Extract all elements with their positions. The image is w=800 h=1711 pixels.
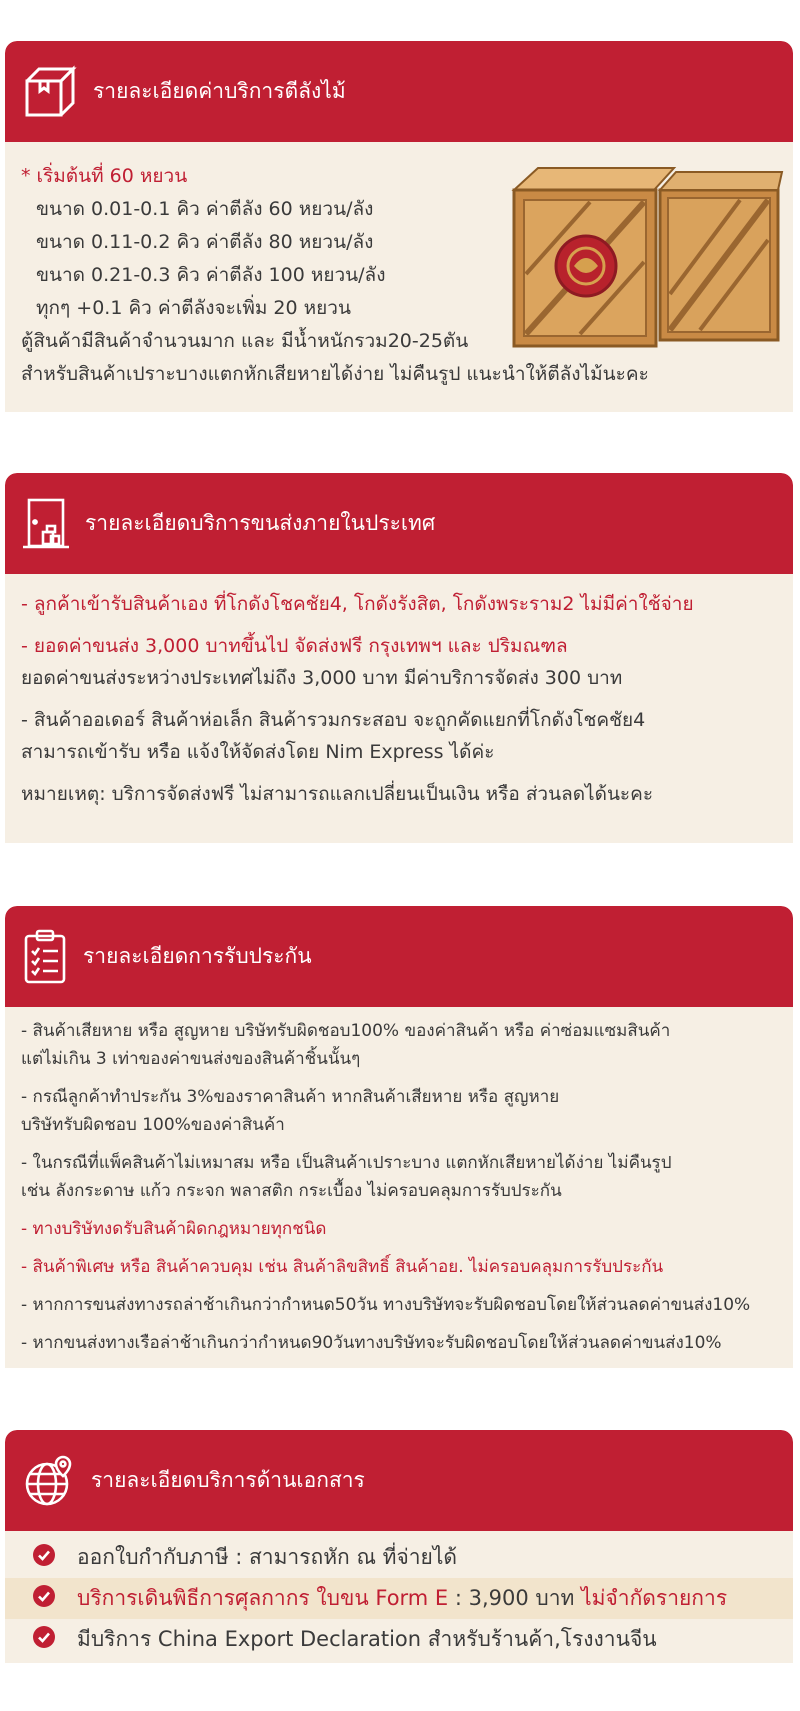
domestic-shipping-header <box>5 473 793 574</box>
free-shipping-note: - ยอดค่าขนส่ง 3,000 บาทขึ้นไป จัดส่งฟรี กรุงเทพฯ และ ปริมณฑล <box>21 635 568 657</box>
crate-start-price: * เริ่มต้นที่ 60 หยวน <box>21 165 188 187</box>
insurance-card <box>5 906 793 1368</box>
tax-invoice-row <box>5 1537 793 1578</box>
check-circle-icon <box>33 1626 55 1653</box>
wooden-crates-image <box>510 154 785 354</box>
free-shipping-remark: หมายเหตุ: บริการจัดส่งฟรี ไม่สามารถแลกเปลี่ยนเป็นเงิน หรือ ส่วนลดได้นะคะ <box>21 783 654 805</box>
insurance-header <box>5 906 793 1007</box>
customs-form-e-price: : 3,900 บาท <box>448 1586 582 1610</box>
sorting-note: - สินค้าออเดอร์ สินค้าห่อเล็ก สินค้ารวมกระสอบ จะถูกคัดแยกที่โกดังโชคชัย4 <box>21 709 646 731</box>
packaging-exclusion: - ในกรณีที่แพ็คสินค้าไม่เหมาสม หรือ เป็นสินค้าเปราะบาง แตกหักเสียหายได้ง่าย ไม่คืนรูป <box>21 1153 672 1173</box>
truck-delay-note: - หากการขนส่งทางรถล่าช้าเกินกว่ากำหนด50วัน ทางบริษัทจะรับผิดชอบโดยให้ส่วนลดค่าขนส่ง10% <box>21 1295 751 1315</box>
insurance-title: รายละเอียดการรับประกัน <box>83 944 312 968</box>
crate-rate-increment: ทุกๆ +0.1 คิว ค่าตีลังจะเพิ่ม 20 หยวน <box>36 297 351 319</box>
warehouse-door-icon <box>23 496 69 552</box>
ship-delay-note: - หากขนส่งทางเรือล่าช้าเกินกว่ากำหนด90วันทางบริษัทจะรับผิดชอบโดยให้ส่วนลดค่าขนส่ง10% <box>21 1333 722 1353</box>
damage-liability-cap: แต่ไม่เกิน 3 เท่าของค่าขนส่งของสินค้าชิ้นนั้นๆ <box>21 1049 361 1069</box>
insurance-option-coverage: บริษัทรับผิดชอบ 100%ของค่าสินค้า <box>21 1115 285 1135</box>
customs-form-e-row <box>5 1578 793 1619</box>
crate-container-note: ตู้สินค้ามีสินค้าจำนวนมาก และ มีน้ำหนักรวม20-25ตัน <box>21 330 469 352</box>
china-export-row <box>5 1619 793 1660</box>
tax-invoice-text: ออกใบกำกับภาษี : สามารถหัก ณ ที่จ่ายได้ <box>77 1545 458 1569</box>
crate-service-card <box>5 41 793 412</box>
customs-form-e-label: บริการเดินพิธีการศุลกากร ใบขน Form E <box>77 1586 449 1610</box>
domestic-shipping-title: รายละเอียดบริการขนส่งภายในประเทศ <box>85 511 436 535</box>
documents-title: รายละเอียดบริการด้านเอกสาร <box>91 1468 365 1492</box>
illegal-goods-note: - ทางบริษัทงดรับสินค้าผิดกฎหมายทุกชนิด <box>21 1219 327 1239</box>
domestic-shipping-card <box>5 473 793 843</box>
nim-express-note: สามารถเข้ารับ หรือ แจ้งให้จัดส่งโดย Nim Express ได้ค่ะ <box>21 741 495 763</box>
shipping-fee-note: ยอดค่าขนส่งระหว่างประเทศไม่ถึง 3,000 บาท มีค่าบริการจัดส่ง 300 บาท <box>21 667 623 689</box>
box-icon <box>23 65 77 119</box>
globe-pin-icon <box>23 1455 75 1507</box>
special-goods-note: - สินค้าพิเศษ หรือ สินค้าควบคุม เช่น สินค้าลิขสิทธิ์ สินค้าอย. ไม่ครอบคลุมการรับประกัน <box>21 1257 664 1277</box>
customs-form-e-unlimited: ไม่จำกัดรายการ <box>581 1586 728 1610</box>
crate-service-header <box>5 41 793 142</box>
crate-service-title: รายละเอียดค่าบริการตีลังไม้ <box>93 79 346 103</box>
crate-rate-3: ขนาด 0.21-0.3 คิว ค่าตีลัง 100 หยวน/ลัง <box>36 264 386 286</box>
crate-rate-2: ขนาด 0.11-0.2 คิว ค่าตีลัง 80 หยวน/ลัง <box>36 231 374 253</box>
pickup-note: - ลูกค้าเข้ารับสินค้าเอง ที่โกดังโชคชัย4, โกดังรังสิต, โกดังพระราม2 ไม่มีค่าใช้จ่าย <box>21 593 694 615</box>
crate-rate-1: ขนาด 0.01-0.1 คิว ค่าตีลัง 60 หยวน/ลัง <box>36 198 374 220</box>
check-circle-icon <box>33 1585 55 1612</box>
damage-liability: - สินค้าเสียหาย หรือ สูญหาย บริษัทรับผิดชอบ100% ของค่าสินค้า หรือ ค่าซ่อมแซมสินค้า <box>21 1021 671 1041</box>
documents-card <box>5 1430 793 1663</box>
check-circle-icon <box>33 1544 55 1571</box>
packaging-exclusion-examples: เช่น ลังกระดาษ แก้ว กระจก พลาสติก กระเบื้อง ไม่ครอบคลุมการรับประกัน <box>21 1181 562 1201</box>
china-export-text: มีบริการ China Export Declaration สำหรับร้านค้า,โรงงานจีน <box>77 1627 657 1651</box>
insurance-option: - กรณีลูกค้าทำประกัน 3%ของราคาสินค้า หากสินค้าเสียหาย หรือ สูญหาย <box>21 1087 560 1107</box>
documents-header <box>5 1430 793 1531</box>
clipboard-checklist-icon <box>23 929 67 985</box>
crate-fragile-note: สำหรับสินค้าเปราะบางแตกหักเสียหายได้ง่าย ไม่คืนรูป แนะนำให้ตีลังไม้นะคะ <box>21 363 649 385</box>
